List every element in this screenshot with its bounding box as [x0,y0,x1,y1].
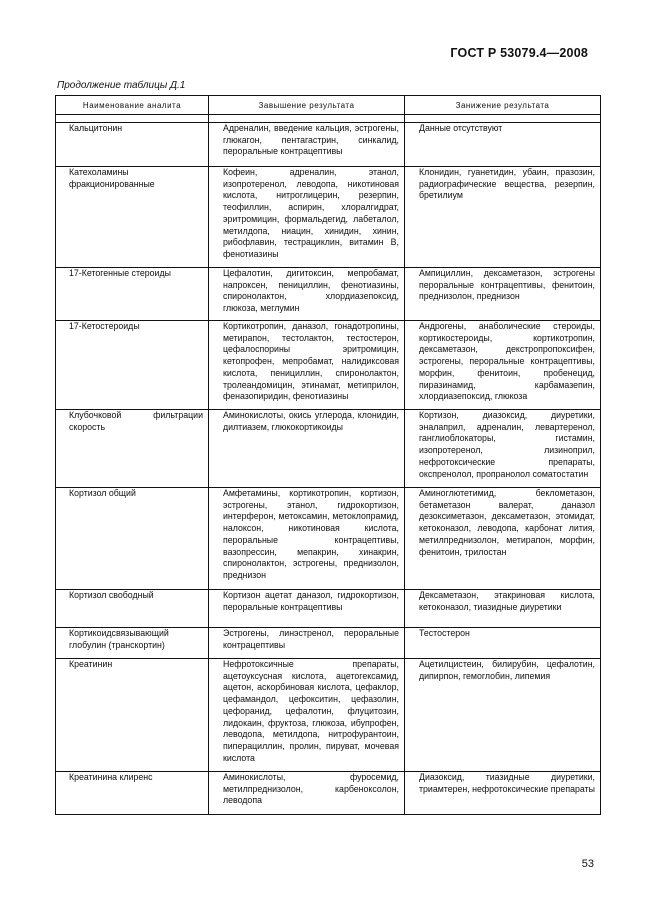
increase-text: Цефалотин, дигитоксин, мепробамат, напроксен, пенициллин, фенотиазины, спиронолактон, хлордиазепоксид, глюкоза, меглумин [223,268,399,314]
analyte-text: Кортизол общий [69,488,136,498]
increase-text: Эстрогены, линэстренол, пероральные контрацептивы [223,628,399,650]
interference-table [55,95,601,815]
analyte-text: Катехоламины фракционированные [69,167,155,189]
decrease-text: Андрогены, анаболические стероиды, кортикостероиды, кортикотропин, дексаметазон, декстропропоксифен, эстрогены, пероральные контрацептивы, морфин, фенитоин, пробенецид, пиразинамид, карбамазепин, хлордиазепоксид, глюкоза [419,321,595,402]
decrease-cell [405,123,601,167]
table-row [56,628,601,659]
analyte-cell [56,628,209,659]
column-header-increase: Завышение результата [209,96,405,115]
decrease-cell [405,772,601,815]
increase-cell [209,488,405,590]
table-row [56,410,601,488]
decrease-cell [405,410,601,488]
analyte-cell [56,410,209,488]
increase-cell [209,410,405,488]
decrease-text: Кортизон, диазоксид, диуретики, эналаприл, адреналин, левартеренол, ганглиоблокаторы, гистамин, изопротеренол, лизиноприл, нефротоксические препараты, окспренолол, пропранолол соматостатин [419,410,595,479]
decrease-cell [405,628,601,659]
document-id: ГОСТ Р 53079.4—2008 [450,46,588,60]
decrease-cell [405,659,601,772]
table-header-row [56,96,601,115]
table-row [56,268,601,321]
increase-cell [209,628,405,659]
table-row [56,659,601,772]
increase-cell [209,123,405,167]
increase-text: Амфетамины, кортикотропин, кортизон, эстрогены, этанол, гидрокортизон, интерферон, метоксамин, метоклопрамид, налоксон, никотиновая кислота, пероральные контрацептивы, вазопрессин, мепакрин, хинакрин, спиронолактон, эстрогены, преднизолон, преднизон [223,488,399,580]
increase-text: Аминокислоты, окись углерода, клонидин, дилтиазем, глюкокортикоиды [223,410,399,432]
analyte-text: Клубочковой фильтрации скорость [69,410,203,432]
spacer-row [56,115,601,123]
table-caption: Продолжение таблицы Д.1 [57,80,186,91]
analyte-cell [56,167,209,268]
analyte-cell [56,772,209,815]
increase-cell [209,590,405,628]
table-row [56,488,601,590]
analyte-cell [56,123,209,167]
analyte-cell [56,268,209,321]
analyte-text: Кортикоидсвязывающий глобулин (транскортин) [69,628,169,650]
decrease-text: Дексаметазон, этакриновая кислота, кетоконазол, тиазидные диуретики [419,590,595,612]
analyte-text: 17-Кетогенные стероиды [69,268,171,278]
increase-text: Нефротоксичные препараты, ацетоуксусная кислота, ацетогексамид, ацетон, аскорбиновая кислота, цефаклор, цефамандол, цефокситин, цефазолин, цефоранид, цефалотин, флуцитозин, лидокаин, фруктоза, глюкоза, ибупрофен, леводопа, метилдопа, нитрофурантоин, пиперациллин, пролин, пируват, мочевая кислота [223,659,399,763]
increase-cell [209,772,405,815]
analyte-text: Кортизол свободный [69,590,154,600]
decrease-cell [405,321,601,410]
decrease-text: Ацетилцистеин, билирубин, цефалотин, дипирпон, гемоглобин, липемия [419,659,595,681]
decrease-cell [405,167,601,268]
table-row [56,123,601,167]
analyte-cell [56,321,209,410]
increase-cell [209,659,405,772]
increase-text: Аминокислоты, фуросемид, метилпреднизолон, карбеноксолон, леводопа [223,772,399,806]
decrease-text: Ампициллин, дексаметазон, эстрогены пероральные контрацептивы, фенитоин, преднизолон, преднизон [419,268,595,302]
increase-text: Кофеин, адреналин, этанол, изопротеренол, леводопа, никотиновая кислота, нитроглицерин, резерпин, теофиллин, аспирин, хлоралгидрат, эритромицин, формальдегид, лабеталол, метилдопа, ниацин, хинидин, хинин, рибофлавин, тестрациклин, витамин В, фенотиазины [223,167,399,259]
page-number: 53 [581,858,594,870]
decrease-text: Клонидин, гуанетидин, убаин, празозин, радиографические вещества, резерпин, бретилиум [419,167,595,201]
table-row [56,590,601,628]
increase-text: Кортизон ацетат даназол, гидрокортизон, пероральные контрацептивы [223,590,399,612]
decrease-cell [405,268,601,321]
decrease-cell [405,590,601,628]
analyte-text: Креатинина клиренс [69,772,153,782]
analyte-cell [56,488,209,590]
increase-cell [209,268,405,321]
analyte-cell [56,590,209,628]
analyte-cell [56,659,209,772]
decrease-text: Тестостерон [419,628,470,638]
increase-text: Кортикотропин, даназол, гонадотропины, метирапон, тестолактон, тестостерон, цефалоспорины эритромицин, кетопрофен, мепробамат, налидиксовая кислота, пенициллин, спиронолактон, тролеандомицин, этинамат, метиприлон, феназопиридин, фенотиазины [223,321,399,402]
decrease-text: Данные отсутствуют [419,123,503,133]
decrease-text: Диазоксид, тиазидные диуретики, триамтерен, нефротоксические препараты [419,772,595,794]
column-header-analyte: Наименование аналита [56,96,209,115]
analyte-text: Кальцитонин [69,123,123,133]
analyte-text: Креатинин [69,659,113,669]
increase-cell [209,167,405,268]
analyte-text: 17-Кетостероиды [69,321,140,331]
decrease-text: Аминоглютетимид, беклометазон, бетаметазон валерат, даназол дезоксиметазон, дексаметазон, этомидат, кетоконазол, леводопа, карбонат лития, метилпреднизолон, метирапон, морфин, фенитоин, трилостан [419,488,595,557]
table-row [56,321,601,410]
increase-text: Адреналин, введение кальция, эстрогены, глюкагон, пентагастрин, синкалид, пероральные контрацептивы [223,123,399,157]
increase-cell [209,321,405,410]
table-row [56,167,601,268]
table-row [56,772,601,815]
column-header-decrease: Занижение результата [405,96,601,115]
decrease-cell [405,488,601,590]
